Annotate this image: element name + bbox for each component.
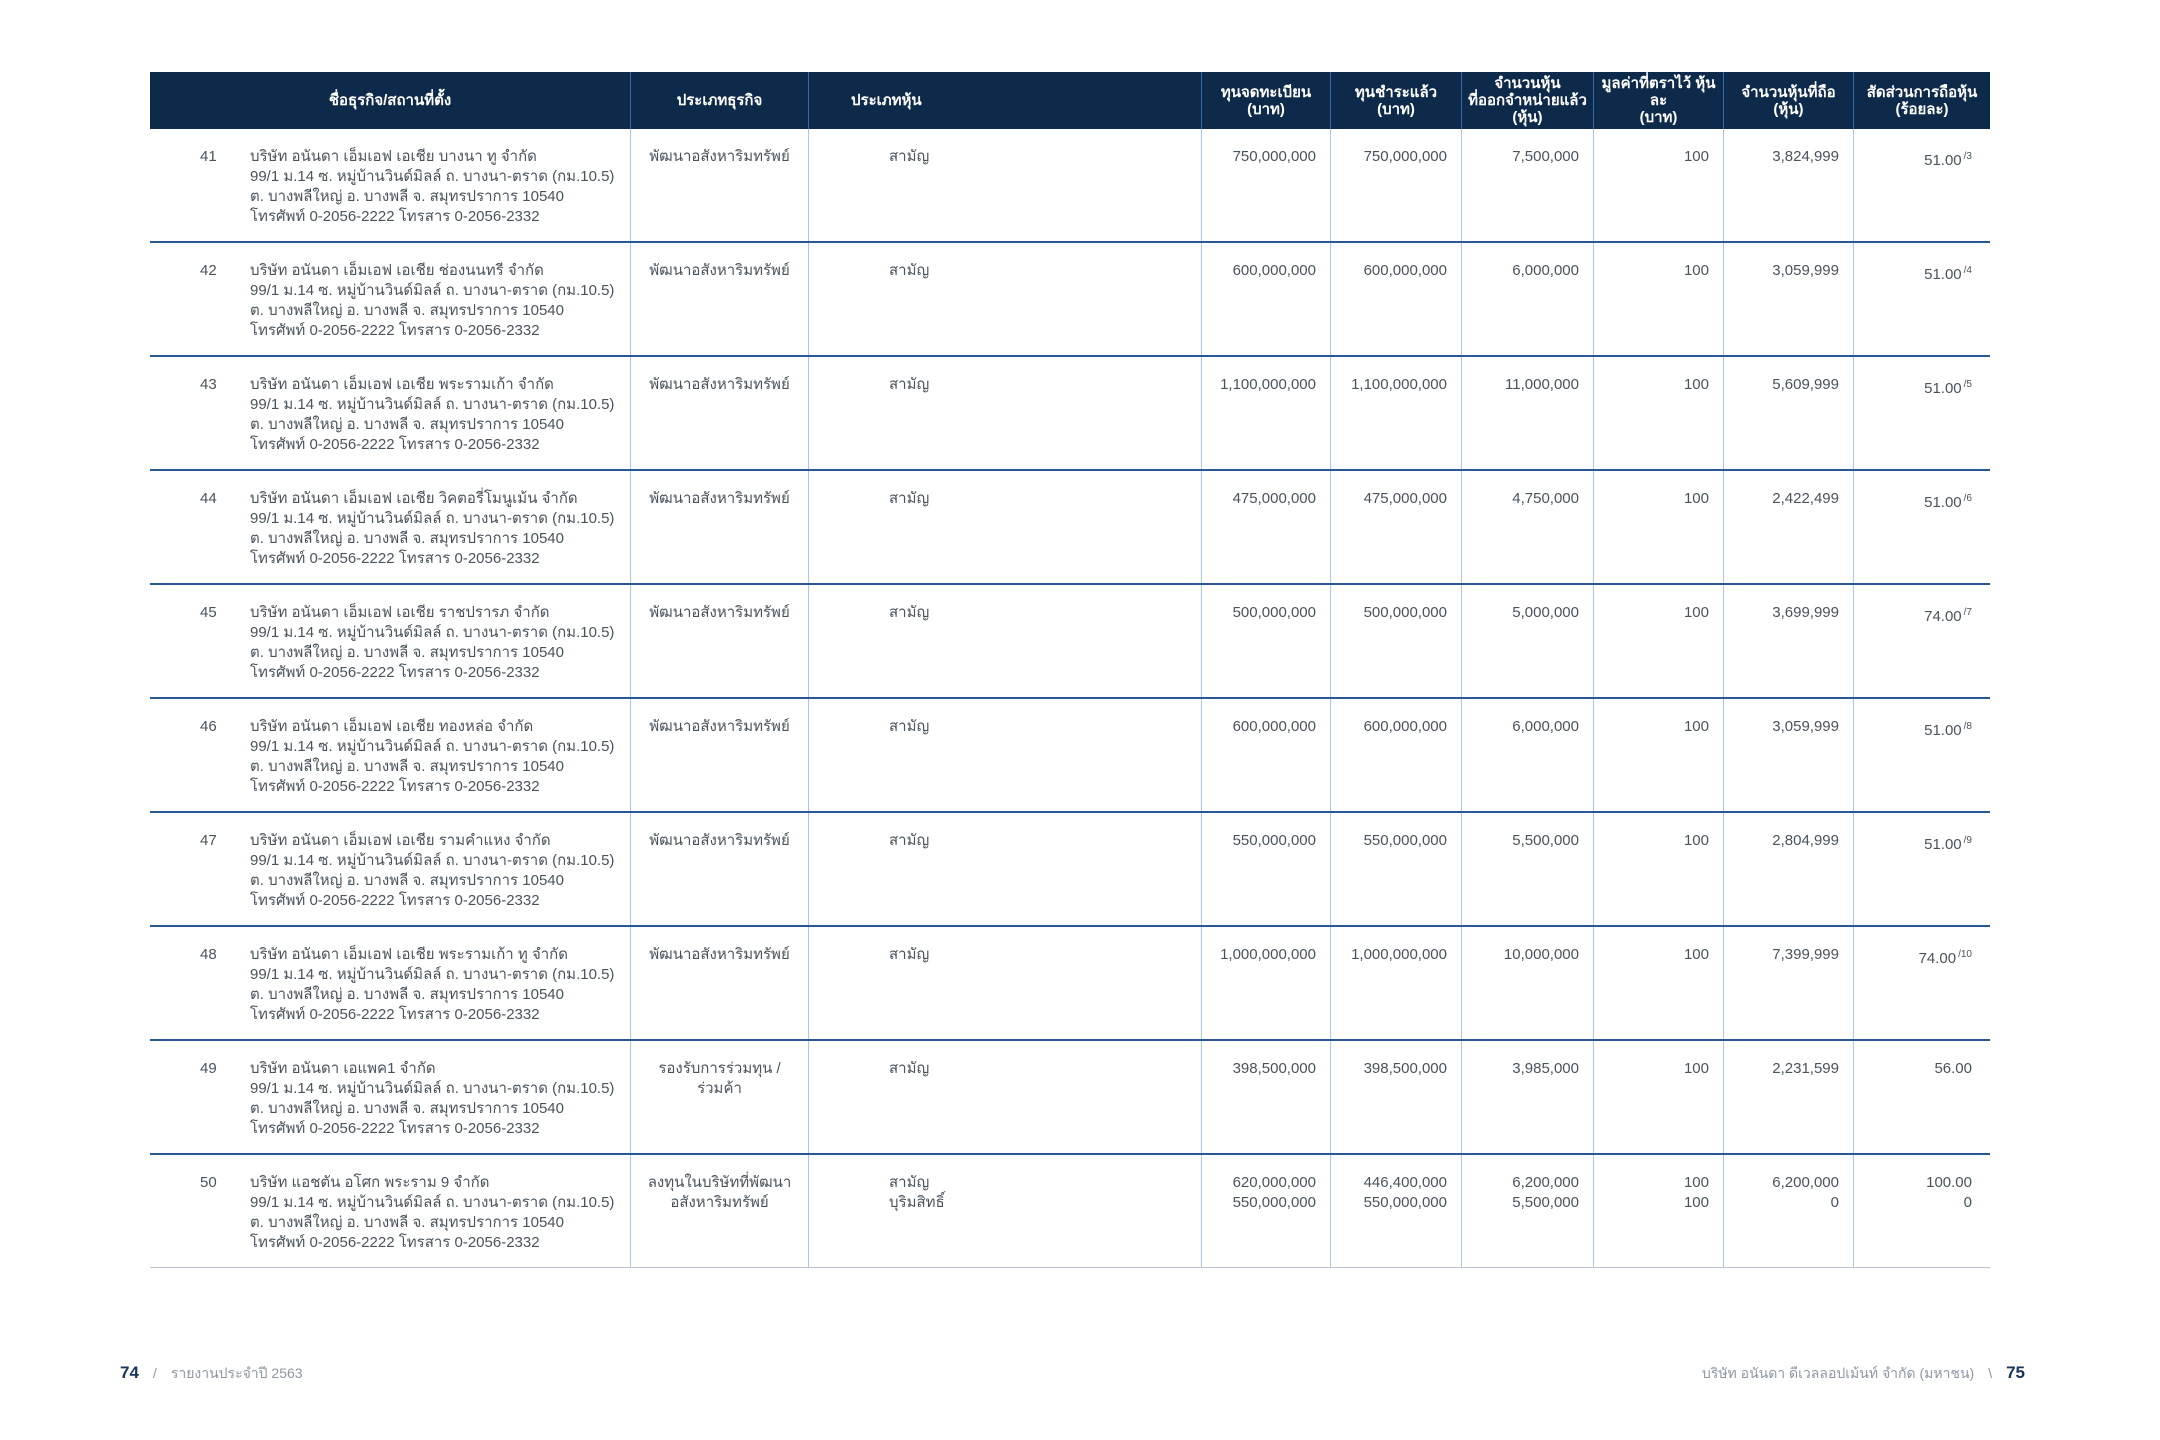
row-number: 43 bbox=[200, 376, 217, 393]
par-value-cell: 100 bbox=[1593, 813, 1723, 925]
share-type-cell: สามัญ บุริมสิทธิ์ bbox=[808, 1155, 1201, 1267]
business-name-cell bbox=[150, 813, 630, 925]
company-info bbox=[250, 1173, 622, 1253]
registered-capital-cell: 475,000,000 bbox=[1201, 471, 1330, 583]
holding-percent-cell: 74.00 $^{/10}$ bbox=[1853, 927, 1990, 1039]
company-address: 99/1 ม.14 ซ. หมู่บ้านวินด์มิลล์ ถ. บางนา-ตราด (กม.10.5) ต. บางพลีใหญ่ อ. บางพลี จ. สมุทรปราการ 10540 โทรศัพท์ 0-2056-2222 โทรสาร 0-2056-2332 bbox=[250, 624, 615, 681]
shares-held-cell: 3,059,999 bbox=[1723, 243, 1853, 355]
holding-percent-cell: 51.00 $^{/4}$ bbox=[1853, 243, 1990, 355]
page-number-right: 75 bbox=[2006, 1363, 2025, 1382]
shares-issued-cell: 10,000,000 bbox=[1461, 927, 1593, 1039]
holding-percent-cell: 51.00 $^{/8}$ bbox=[1853, 699, 1990, 811]
shares-held-cell: 6,200,000 0 bbox=[1723, 1155, 1853, 1267]
company-name: บริษัท อนันดา เอ็มเอฟ เอเชีย รามคำแหง จำกัด bbox=[250, 832, 551, 849]
registered-capital-cell: 600,000,000 bbox=[1201, 243, 1330, 355]
par-value-cell: 100 100 bbox=[1593, 1155, 1723, 1267]
holding-percent-cell: 74.00 $^{/7}$ bbox=[1853, 585, 1990, 697]
registered-capital-cell: 620,000,000 550,000,000 bbox=[1201, 1155, 1330, 1267]
share-type-cell: สามัญ bbox=[808, 927, 1201, 1039]
table-row bbox=[150, 699, 1990, 813]
footnote-reference: /5 bbox=[1963, 379, 1972, 390]
paid-up-capital-cell: 398,500,000 bbox=[1330, 1041, 1461, 1153]
company-address: 99/1 ม.14 ซ. หมู่บ้านวินด์มิลล์ ถ. บางนา-ตราด (กม.10.5) ต. บางพลีใหญ่ อ. บางพลี จ. สมุทรปราการ 10540 โทรศัพท์ 0-2056-2222 โทรสาร 0-2056-2332 bbox=[250, 396, 615, 453]
registered-capital-cell: 500,000,000 bbox=[1201, 585, 1330, 697]
footnote-reference: /9 bbox=[1963, 835, 1972, 846]
company-info bbox=[250, 375, 622, 455]
holding-percent-cell: 51.00 $^{/9}$ bbox=[1853, 813, 1990, 925]
business-name-cell bbox=[150, 243, 630, 355]
holding-percent-cell: 51.00 $^{/6}$ bbox=[1853, 471, 1990, 583]
paid-up-capital-cell: 600,000,000 bbox=[1330, 243, 1461, 355]
paid-up-capital-cell: 750,000,000 bbox=[1330, 129, 1461, 241]
col-header-share-type bbox=[808, 72, 1201, 129]
business-name-cell bbox=[150, 471, 630, 583]
footnote-reference: /7 bbox=[1963, 607, 1972, 618]
col-header-holding-percent: สัดส่วนการถือหุ้น (ร้อยละ) bbox=[1853, 72, 1990, 129]
par-value-cell: 100 bbox=[1593, 243, 1723, 355]
shares-issued-cell: 7,500,000 bbox=[1461, 129, 1593, 241]
business-name-cell bbox=[150, 129, 630, 241]
business-name-cell bbox=[150, 357, 630, 469]
row-number: 47 bbox=[200, 832, 217, 849]
company-name: บริษัท อนันดา เอ็มเอฟ เอเชีย ราชปรารภ จำกัด bbox=[250, 604, 550, 621]
shares-issued-cell: 4,750,000 bbox=[1461, 471, 1593, 583]
company-info bbox=[250, 603, 622, 683]
col-header-business-type-label: ประเภทธุรกิจ bbox=[676, 92, 763, 109]
holding-percent-cell: 100.00 0 bbox=[1853, 1155, 1990, 1267]
row-number: 46 bbox=[200, 718, 217, 735]
business-type-cell: พัฒนาอสังหาริมทรัพย์ bbox=[630, 471, 808, 583]
business-type-cell: พัฒนาอสังหาริมทรัพย์ bbox=[630, 243, 808, 355]
company-name: บริษัท อนันดา เอ็มเอฟ เอเชีย วิคตอรี่โมนูเม้น จำกัด bbox=[250, 490, 578, 507]
document-title: รายงานประจำปี 2563 bbox=[170, 1365, 303, 1381]
shares-held-cell: 2,231,599 bbox=[1723, 1041, 1853, 1153]
company-name: บริษัท อนันดา เอแพค1 จำกัด bbox=[250, 1060, 436, 1077]
table-row bbox=[150, 813, 1990, 927]
shares-issued-cell: 5,500,000 bbox=[1461, 813, 1593, 925]
col-header-share-type-label: ประเภทหุ้น bbox=[851, 92, 922, 109]
table-row bbox=[150, 1155, 1990, 1268]
company-info bbox=[250, 261, 622, 341]
business-type-cell: พัฒนาอสังหาริมทรัพย์ bbox=[630, 357, 808, 469]
table-row bbox=[150, 129, 1990, 243]
shares-issued-cell: 3,985,000 bbox=[1461, 1041, 1593, 1153]
holding-percent-cell: 51.00 $^{/5}$ bbox=[1853, 357, 1990, 469]
table-row bbox=[150, 357, 1990, 471]
share-type-cell: สามัญ bbox=[808, 129, 1201, 241]
company-info bbox=[250, 831, 622, 911]
shares-issued-cell: 6,200,000 5,500,000 bbox=[1461, 1155, 1593, 1267]
business-name-cell bbox=[150, 585, 630, 697]
shares-held-cell: 2,422,499 bbox=[1723, 471, 1853, 583]
par-value-cell: 100 bbox=[1593, 1041, 1723, 1153]
business-type-cell: พัฒนาอสังหาริมทรัพย์ bbox=[630, 927, 808, 1039]
shares-held-cell: 3,059,999 bbox=[1723, 699, 1853, 811]
registered-capital-cell: 398,500,000 bbox=[1201, 1041, 1330, 1153]
page-number-left: 74 bbox=[120, 1363, 139, 1382]
table-row bbox=[150, 471, 1990, 585]
share-type-cell: สามัญ bbox=[808, 243, 1201, 355]
registered-capital-cell: 1,100,000,000 bbox=[1201, 357, 1330, 469]
col-header-paid-up-capital: ทุนชำระแล้ว (บาท) bbox=[1330, 72, 1461, 129]
footnote-reference: /10 bbox=[1958, 949, 1972, 960]
company-address: 99/1 ม.14 ซ. หมู่บ้านวินด์มิลล์ ถ. บางนา-ตราด (กม.10.5) ต. บางพลีใหญ่ อ. บางพลี จ. สมุทรปราการ 10540 โทรศัพท์ 0-2056-2222 โทรสาร 0-2056-2332 bbox=[250, 1194, 615, 1251]
col-header-par-value: มูลค่าที่ตราไว้ หุ้นละ (บาท) bbox=[1593, 72, 1723, 129]
company-info bbox=[250, 147, 622, 227]
table-row bbox=[150, 585, 1990, 699]
col-header-business-name bbox=[150, 72, 630, 129]
business-name-cell bbox=[150, 927, 630, 1039]
company-address: 99/1 ม.14 ซ. หมู่บ้านวินด์มิลล์ ถ. บางนา-ตราด (กม.10.5) ต. บางพลีใหญ่ อ. บางพลี จ. สมุทรปราการ 10540 โทรศัพท์ 0-2056-2222 โทรสาร 0-2056-2332 bbox=[250, 966, 615, 1023]
table-row bbox=[150, 927, 1990, 1041]
company-address: 99/1 ม.14 ซ. หมู่บ้านวินด์มิลล์ ถ. บางนา-ตราด (กม.10.5) ต. บางพลีใหญ่ อ. บางพลี จ. สมุทรปราการ 10540 โทรศัพท์ 0-2056-2222 โทรสาร 0-2056-2332 bbox=[250, 168, 615, 225]
company-name: บริษัท อนันดา เอ็มเอฟ เอเชีย บางนา ทู จำกัด bbox=[250, 148, 537, 165]
footnote-reference: /6 bbox=[1963, 493, 1972, 504]
shares-held-cell: 3,824,999 bbox=[1723, 129, 1853, 241]
registered-capital-cell: 550,000,000 bbox=[1201, 813, 1330, 925]
table-row bbox=[150, 243, 1990, 357]
par-value-cell: 100 bbox=[1593, 471, 1723, 583]
company-name: บริษัท อนันดา เอ็มเอฟ เอเชีย พระรามเก้า ทู จำกัด bbox=[250, 946, 568, 963]
share-type-cell: สามัญ bbox=[808, 813, 1201, 925]
par-value-cell: 100 bbox=[1593, 357, 1723, 469]
share-type-cell: สามัญ bbox=[808, 471, 1201, 583]
row-number: 45 bbox=[200, 604, 217, 621]
footnote-reference: /8 bbox=[1963, 721, 1972, 732]
col-header-business-name-label: ชื่อธุรกิจ/สถานที่ตั้ง bbox=[328, 92, 452, 109]
col-header-shares-issued: จำนวนหุ้น ที่ออกจำหน่ายแล้ว (หุ้น) bbox=[1461, 72, 1593, 129]
par-value-cell: 100 bbox=[1593, 585, 1723, 697]
paid-up-capital-cell: 600,000,000 bbox=[1330, 699, 1461, 811]
share-type-cell: สามัญ bbox=[808, 585, 1201, 697]
row-number: 42 bbox=[200, 262, 217, 279]
business-type-cell: พัฒนาอสังหาริมทรัพย์ bbox=[630, 129, 808, 241]
footer-separator-right: \ bbox=[1988, 1365, 1993, 1381]
shares-held-cell: 7,399,999 bbox=[1723, 927, 1853, 1039]
paid-up-capital-cell: 475,000,000 bbox=[1330, 471, 1461, 583]
business-type-cell: พัฒนาอสังหาริมทรัพย์ bbox=[630, 813, 808, 925]
business-type-cell: รองรับการร่วมทุน / ร่วมค้า bbox=[630, 1041, 808, 1153]
footer-left bbox=[120, 1363, 303, 1385]
business-type-cell: พัฒนาอสังหาริมทรัพย์ bbox=[630, 699, 808, 811]
row-number: 48 bbox=[200, 946, 217, 963]
company-info bbox=[250, 489, 622, 569]
par-value-cell: 100 bbox=[1593, 699, 1723, 811]
col-header-shares-held: จำนวนหุ้นที่ถือ (หุ้น) bbox=[1723, 72, 1853, 129]
business-type-cell: ลงทุนในบริษัทที่พัฒนา อสังหาริมทรัพย์ bbox=[630, 1155, 808, 1267]
footer-separator-left: / bbox=[152, 1365, 157, 1381]
paid-up-capital-cell: 446,400,000 550,000,000 bbox=[1330, 1155, 1461, 1267]
shares-held-cell: 5,609,999 bbox=[1723, 357, 1853, 469]
company-address: 99/1 ม.14 ซ. หมู่บ้านวินด์มิลล์ ถ. บางนา-ตราด (กม.10.5) ต. บางพลีใหญ่ อ. บางพลี จ. สมุทรปราการ 10540 โทรศัพท์ 0-2056-2222 โทรสาร 0-2056-2332 bbox=[250, 510, 615, 567]
registered-capital-cell: 1,000,000,000 bbox=[1201, 927, 1330, 1039]
table-header-row bbox=[150, 72, 1990, 129]
shares-issued-cell: 6,000,000 bbox=[1461, 243, 1593, 355]
par-value-cell: 100 bbox=[1593, 927, 1723, 1039]
business-type-cell: พัฒนาอสังหาริมทรัพย์ bbox=[630, 585, 808, 697]
par-value-cell: 100 bbox=[1593, 129, 1723, 241]
shares-issued-cell: 11,000,000 bbox=[1461, 357, 1593, 469]
company-info bbox=[250, 717, 622, 797]
paid-up-capital-cell: 550,000,000 bbox=[1330, 813, 1461, 925]
row-number: 41 bbox=[200, 148, 217, 165]
company-name: บริษัท แอชตัน อโศก พระราม 9 จำกัด bbox=[250, 1174, 490, 1191]
footnote-reference: /3 bbox=[1963, 151, 1972, 162]
company-name: บริษัท อนันดา เอ็มเอฟ เอเชีย ทองหล่อ จำกัด bbox=[250, 718, 534, 735]
table-row bbox=[150, 1041, 1990, 1155]
company-address: 99/1 ม.14 ซ. หมู่บ้านวินด์มิลล์ ถ. บางนา-ตราด (กม.10.5) ต. บางพลีใหญ่ อ. บางพลี จ. สมุทรปราการ 10540 โทรศัพท์ 0-2056-2222 โทรสาร 0-2056-2332 bbox=[250, 1080, 615, 1137]
company-address: 99/1 ม.14 ซ. หมู่บ้านวินด์มิลล์ ถ. บางนา-ตราด (กม.10.5) ต. บางพลีใหญ่ อ. บางพลี จ. สมุทรปราการ 10540 โทรศัพท์ 0-2056-2222 โทรสาร 0-2056-2332 bbox=[250, 852, 615, 909]
company-full-name: บริษัท อนันดา ดีเวลลอปเม้นท์ จำกัด (มหาชน) bbox=[1701, 1365, 1975, 1381]
company-name: บริษัท อนันดา เอ็มเอฟ เอเชีย พระรามเก้า จำกัด bbox=[250, 376, 554, 393]
business-name-cell bbox=[150, 1041, 630, 1153]
business-name-cell bbox=[150, 1155, 630, 1267]
company-info bbox=[250, 945, 622, 1025]
col-header-registered-capital: ทุนจดทะเบียน (บาท) bbox=[1201, 72, 1330, 129]
registered-capital-cell: 600,000,000 bbox=[1201, 699, 1330, 811]
row-number: 50 bbox=[200, 1174, 217, 1191]
shares-issued-cell: 6,000,000 bbox=[1461, 699, 1593, 811]
registered-capital-cell: 750,000,000 bbox=[1201, 129, 1330, 241]
company-address: 99/1 ม.14 ซ. หมู่บ้านวินด์มิลล์ ถ. บางนา-ตราด (กม.10.5) ต. บางพลีใหญ่ อ. บางพลี จ. สมุทรปราการ 10540 โทรศัพท์ 0-2056-2222 โทรสาร 0-2056-2332 bbox=[250, 738, 615, 795]
shares-held-cell: 2,804,999 bbox=[1723, 813, 1853, 925]
holding-percent-cell: 51.00 $^{/3}$ bbox=[1853, 129, 1990, 241]
footer-right bbox=[1702, 1363, 2025, 1385]
company-name: บริษัท อนันดา เอ็มเอฟ เอเชีย ช่องนนทรี จำกัด bbox=[250, 262, 544, 279]
share-type-cell: สามัญ bbox=[808, 1041, 1201, 1153]
shares-held-cell: 3,699,999 bbox=[1723, 585, 1853, 697]
table-body bbox=[150, 129, 1990, 1268]
footnote-reference: /4 bbox=[1963, 265, 1972, 276]
subsidiaries-table bbox=[150, 72, 1990, 1268]
share-type-cell: สามัญ bbox=[808, 699, 1201, 811]
row-number: 49 bbox=[200, 1060, 217, 1077]
company-address: 99/1 ม.14 ซ. หมู่บ้านวินด์มิลล์ ถ. บางนา-ตราด (กม.10.5) ต. บางพลีใหญ่ อ. บางพลี จ. สมุทรปราการ 10540 โทรศัพท์ 0-2056-2222 โทรสาร 0-2056-2332 bbox=[250, 282, 615, 339]
paid-up-capital-cell: 1,100,000,000 bbox=[1330, 357, 1461, 469]
holding-percent-cell: 56.00 bbox=[1853, 1041, 1990, 1153]
company-info bbox=[250, 1059, 622, 1139]
paid-up-capital-cell: 1,000,000,000 bbox=[1330, 927, 1461, 1039]
row-number: 44 bbox=[200, 490, 217, 507]
shares-issued-cell: 5,000,000 bbox=[1461, 585, 1593, 697]
col-header-business-type bbox=[630, 72, 808, 129]
paid-up-capital-cell: 500,000,000 bbox=[1330, 585, 1461, 697]
share-type-cell: สามัญ bbox=[808, 357, 1201, 469]
business-name-cell bbox=[150, 699, 630, 811]
